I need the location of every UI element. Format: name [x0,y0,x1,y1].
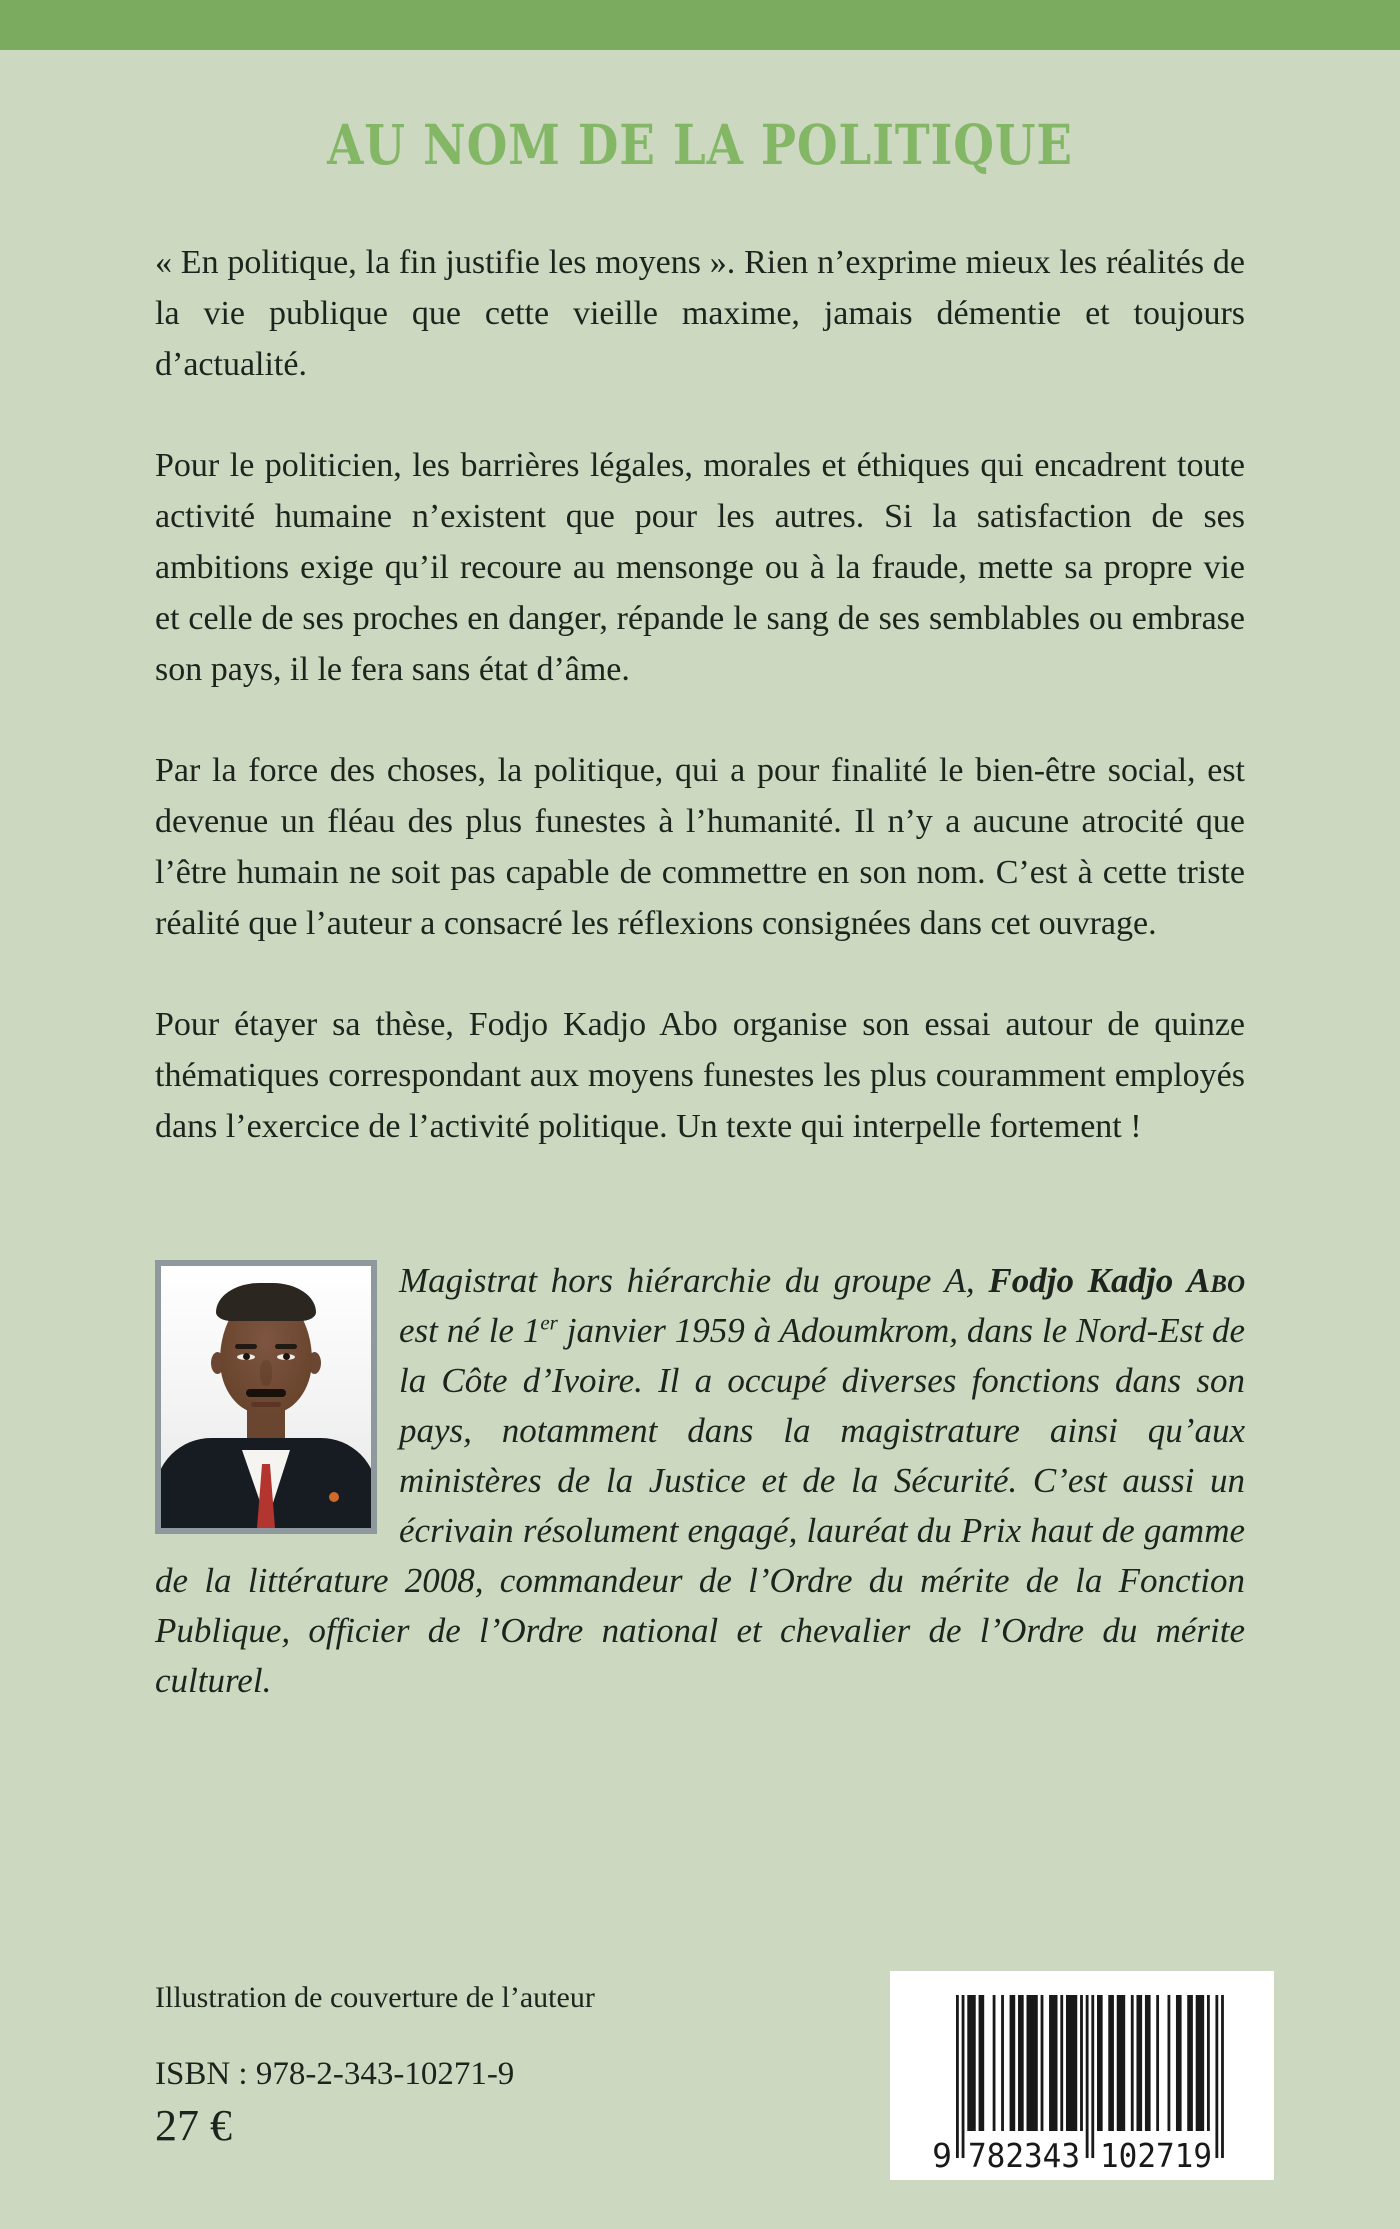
synopsis-paragraph-1: « En politique, la fin justifie les moyens ». Rien n’exprime mieux les réalités de la vie publique que cette vieille maxime, jamais démentie et toujours d’actualité. [155,244,1245,383]
top-color-bar [0,0,1400,50]
photo-mustache [246,1389,286,1397]
photo-pupil-left [243,1353,250,1360]
photo-brow-right [275,1344,297,1349]
author-name-caps: Abo [1186,1261,1245,1300]
bio-ordinal-suffix: er [540,1310,558,1335]
author-name-first: Fodjo Kadjo [988,1261,1187,1300]
ean13-barcode [890,1971,1274,2180]
author-bio [155,1256,1245,1706]
barcode-bars [890,1971,1274,2180]
barcode-digits-group1: 782343 [968,2136,1080,2175]
barcode-digits-group2: 102719 [1100,2136,1212,2175]
synopsis-paragraph-4: Pour étayer sa thèse, Fodjo Kadjo Abo organise son essai autour de quinze thématiques correspondant aux moyens funestes les plus couramment employés dans l’exercice de l’activité politique. Un texte qui interpelle fortement ! [155,1006,1245,1145]
synopsis-paragraph-2: Pour le politicien, les barrières légales, morales et éthiques qui encadrent toute activité humaine n’existent que pour les autres. Si la satisfaction de ses ambitions exige qu’il recoure au mensonge ou à la fraude, mette sa propre vie et celle de ses proches en danger, répande le sang de ses semblables ou embrase son pays, il le fera sans état d’âme. [155,447,1245,688]
photo-lapel-pin [329,1492,339,1502]
bio-rest: janvier 1959 à Adoumkrom, dans le Nord-Est de la Côte d’Ivoire. Il a occupé diverses fonctions dans son pays, notamment dans la magistrature ainsi qu’aux ministères de la Justice et de la Sécurité. C’est aussi un écrivain résolument engagé, lauréat du Prix haut de gamme de la littérature 2008, commandeur de l’Ordre du mérite de la Fonction Publique, officier de l’Ordre national et chevalier de l’Ordre du mérite culturel. [155,1311,1245,1700]
bio-birth: est né le 1 [399,1311,541,1350]
book-title: AU NOM DE LA POLITIQUE [327,112,1073,177]
barcode-digit-left: 9 [932,2136,952,2175]
photo-hair [216,1283,316,1321]
bio-intro: Magistrat hors hiérarchie du groupe A, [399,1261,989,1300]
photo-mouth [251,1402,281,1407]
isbn-label: ISBN : 978-2-343-10271-9 [155,2056,515,2092]
price-label: 27 € [155,2101,232,2150]
photo-nose [260,1360,272,1386]
photo-brow-left [235,1344,257,1349]
photo-pupil-right [283,1353,290,1360]
cover-illustration-credit: Illustration de couverture de l’auteur [155,1981,595,2014]
author-photo [155,1260,377,1534]
synopsis-paragraph-3: Par la force des choses, la politique, qui a pour finalité le bien-être social, est devenue un fléau des plus funestes à l’humanité. Il n’y a aucune atrocité que l’être humain ne soit pas capable de commettre en son nom. C’est à cette triste réalité que l’auteur a consacré les réflexions consignées dans cet ouvrage. [155,752,1245,942]
synopsis [155,237,1245,1706]
